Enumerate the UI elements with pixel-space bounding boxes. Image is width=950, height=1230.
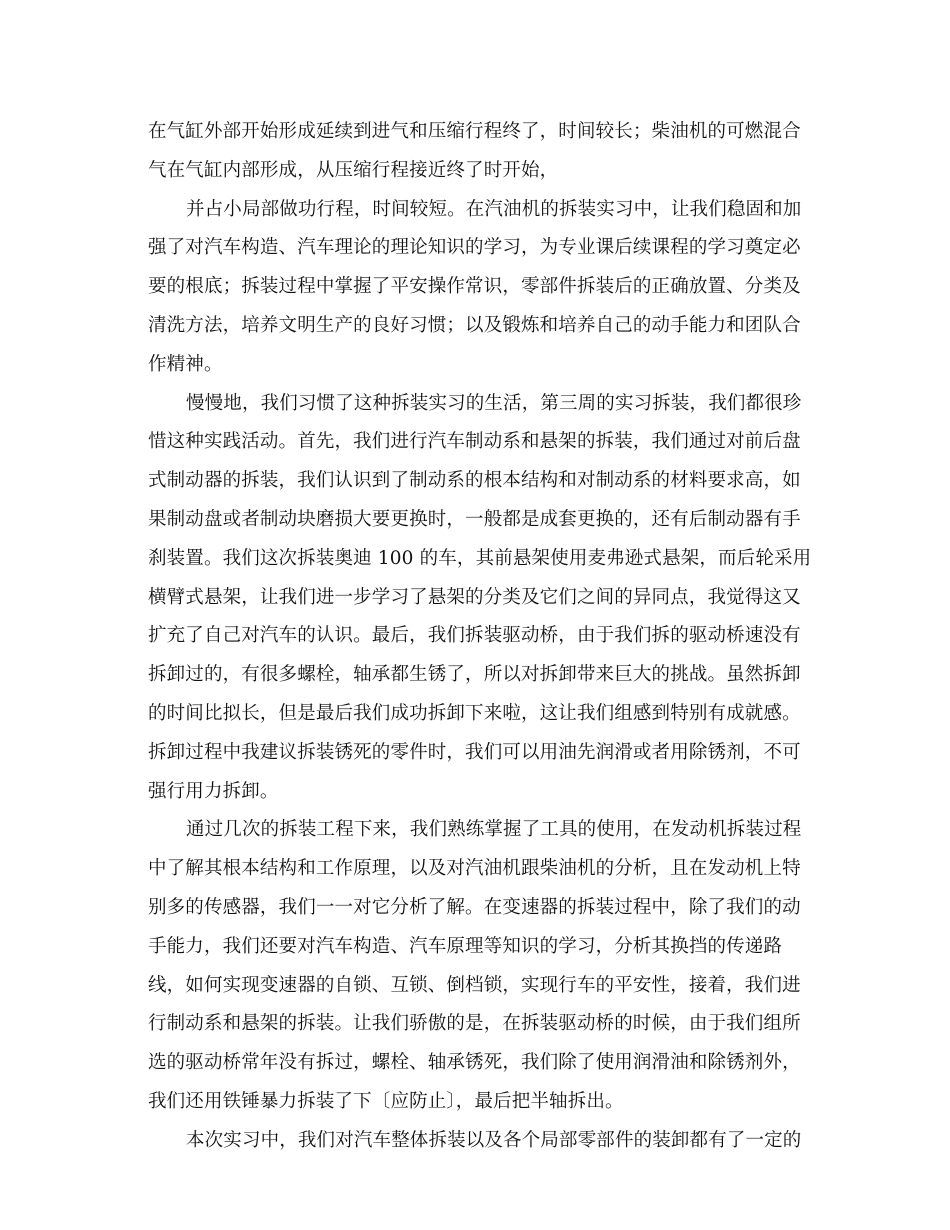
text-line: 我们还用铁锤暴力拆装了下〔应防止〕，最后把半轴拆出。	[148, 1090, 624, 1112]
paragraph-first-line: 本次实习中，我们对汽车整体拆装以及各个局部零部件的装卸都有了一定的	[186, 1129, 802, 1151]
paragraph-first-line: 慢慢地，我们习惯了这种拆装实习的生活，第三周的实习拆装，我们都很珍	[186, 392, 802, 414]
text-line: 的时间比拟长，但是最后我们成功拆卸下来啦，这让我们组感到特别有成就感。	[148, 702, 801, 724]
text-line: 线，如何实现变速器的自锁、互锁、倒档锁，实现行车的平安性，接着，我们进	[148, 974, 801, 996]
paragraph-first-line: 并占小局部做功行程，时间较短。在汽油机的拆装实习中，让我们稳固和加	[186, 198, 802, 220]
document-body	[148, 113, 812, 1161]
text-line: 选的驱动桥常年没有拆过，螺栓、轴承锈死，我们除了使用润滑油和除锈剂外，	[148, 1052, 801, 1074]
text-line: 扩充了自己对汽车的认识。最后，我们拆装驱动桥，由于我们拆的驱动桥速没有	[148, 625, 801, 647]
text-line: 果制动盘或者制动块磨损大要更换时，一般都是成套更换的，还有后制动器有手	[148, 508, 801, 530]
text-line: 手能力，我们还要对汽车构造、汽车原理等知识的学习，分析其换挡的传递路	[148, 935, 783, 957]
text-line: 强了对汽车构造、汽车理论的理论知识的学习，为专业课后续课程的学习奠定必	[148, 237, 801, 259]
text-line: 强行用力拆卸。	[148, 780, 279, 802]
text-line: 惜这种实践活动。首先，我们进行汽车制动系和悬架的拆装，我们通过对前后盘	[148, 431, 801, 453]
text-line: 别多的传感器，我们一一对它分析了解。在变速器的拆装过程中，除了我们的动	[148, 896, 801, 918]
text-line: 行制动系和悬架的拆装。让我们骄傲的是，在拆装驱动桥的时候，由于我们组所	[148, 1013, 801, 1035]
text-line: 拆卸过的，有很多螺栓，轴承都生锈了，所以对拆卸带来巨大的挑战。虽然拆卸	[148, 664, 801, 686]
text-line: 在气缸外部开始形成延续到进气和压缩行程终了，时间较长；柴油机的可燃混合	[148, 121, 801, 142]
text-line: 清洗方法，培养文明生产的良好习惯；以及锻炼和培养自己的动手能力和团队合	[148, 314, 801, 336]
text-line: 刹装置。我们这次拆装奥迪 100 的车，其前悬架使用麦弗逊式悬架，而后轮采用	[148, 547, 812, 569]
text-line: 中了解其根本结构和工作原理，以及对汽油机跟柴油机的分析，且在发动机上特	[148, 858, 801, 880]
text-line: 气在气缸内部形成，从压缩行程接近终了时开始，	[148, 159, 559, 181]
text-line: 式制动器的拆装，我们认识到了制动系的根本结构和对制动系的材料要求高，如	[148, 470, 801, 492]
paragraph-first-line: 通过几次的拆装工程下来，我们熟练掌握了工具的使用，在发动机拆装过程	[186, 819, 802, 841]
text-line: 横臂式悬架，让我们进一步学习了悬架的分类及它们之间的异同点，我觉得这又	[148, 586, 801, 608]
text-line: 作精神。	[148, 353, 223, 375]
text-line: 拆卸过程中我建议拆装锈死的零件时，我们可以用油先润滑或者用除锈剂，不可	[148, 741, 801, 763]
text-line: 要的根底；拆装过程中掌握了平安操作常识，零部件拆装后的正确放置、分类及	[148, 276, 801, 298]
